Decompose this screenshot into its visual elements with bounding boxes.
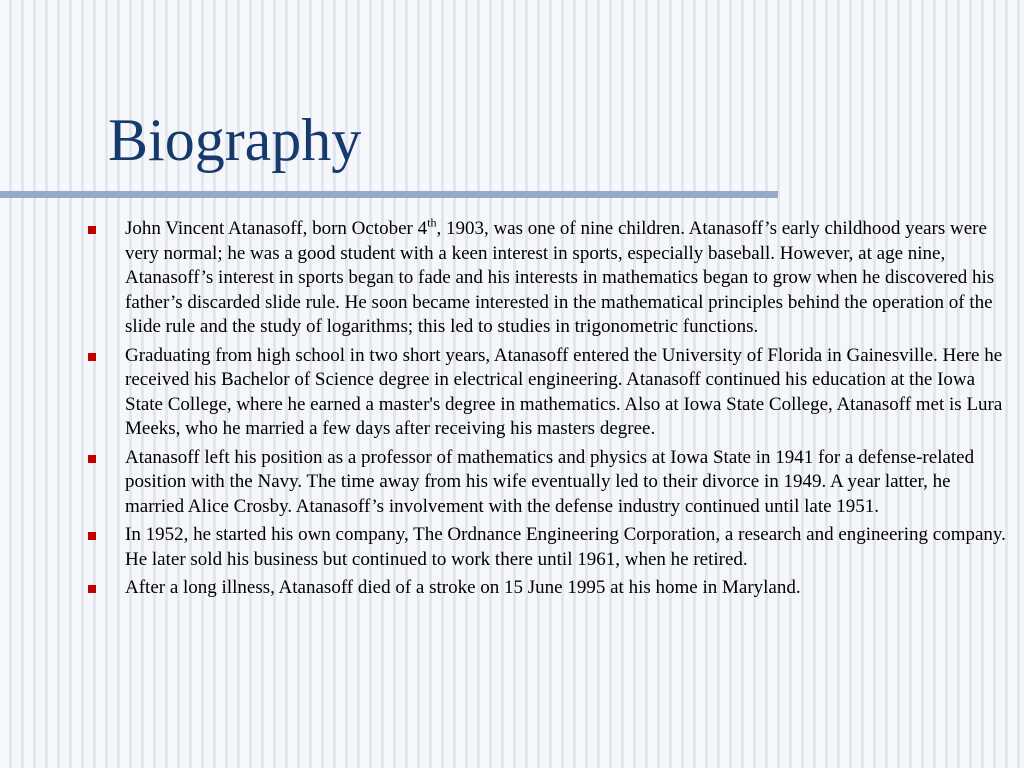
bullet-item-education: [88, 344, 1008, 442]
square-bullet-icon: [88, 585, 96, 593]
bullet-item-career: [88, 446, 1008, 520]
square-bullet-icon: [88, 532, 96, 540]
bullet-text: In 1952, he started his own company, The Ordnance Engineering Corporation, a research and engineering company. He later sold his business but continued to work there until 1961, when he retired.: [125, 524, 1006, 570]
slide-title: Biography: [108, 107, 362, 173]
bullet-item-death: [88, 576, 1008, 601]
bullet-text: Graduating from high school in two short years, Atanasoff entered the University of Florida in Gainesville. Here he received his Bachelor of Science degree in electrical engineering. Atanasoff continued his education at the Iowa State College, where he earned a master's degree in mathematics. Also at Iowa State College, Atanasoff met is Lura Meeks, who he married a few days after receiving his masters degree.: [125, 344, 1003, 439]
bullet-text: Atanasoff left his position as a professor of mathematics and physics at Iowa State in 1941 for a defense-related position with the Navy. The time away from his wife eventually led to their divorce in 1949. A year latter, he married Alice Crosby. Atanasoff’s involvement with the defense industry continued until late 1951.: [125, 446, 975, 517]
bullet-text-part: , 1903, was one of nine children. Atanasoff’s early childhood years were very normal; he was a good student with a keen interest in sports, especially baseball. However, at age nine, Atanasoff’s interest in sports began to fade and his interests in mathematics began to grow when he discovered his father’s discarded slide rule. He soon became interested in the mathematical principles behind the operation of the slide rule and the study of logarithms; this led to studies in trigonometric functions.: [125, 218, 995, 337]
bullet-text: [125, 215, 995, 337]
bullet-text: After a long illness, Atanasoff died of a stroke on 15 June 1995 at his home in Maryland.: [125, 577, 801, 598]
square-bullet-icon: [88, 455, 96, 463]
bullet-text-part: John Vincent Atanasoff, born October 4: [125, 218, 428, 239]
title-divider: [0, 191, 778, 198]
bullet-item-company: [88, 523, 1008, 572]
bullet-item-birth: [88, 217, 1008, 340]
bullet-list: [88, 217, 1008, 601]
slide-content: [88, 217, 1008, 605]
ordinal-suffix: th: [427, 215, 437, 230]
square-bullet-icon: [88, 226, 96, 234]
square-bullet-icon: [88, 353, 96, 361]
